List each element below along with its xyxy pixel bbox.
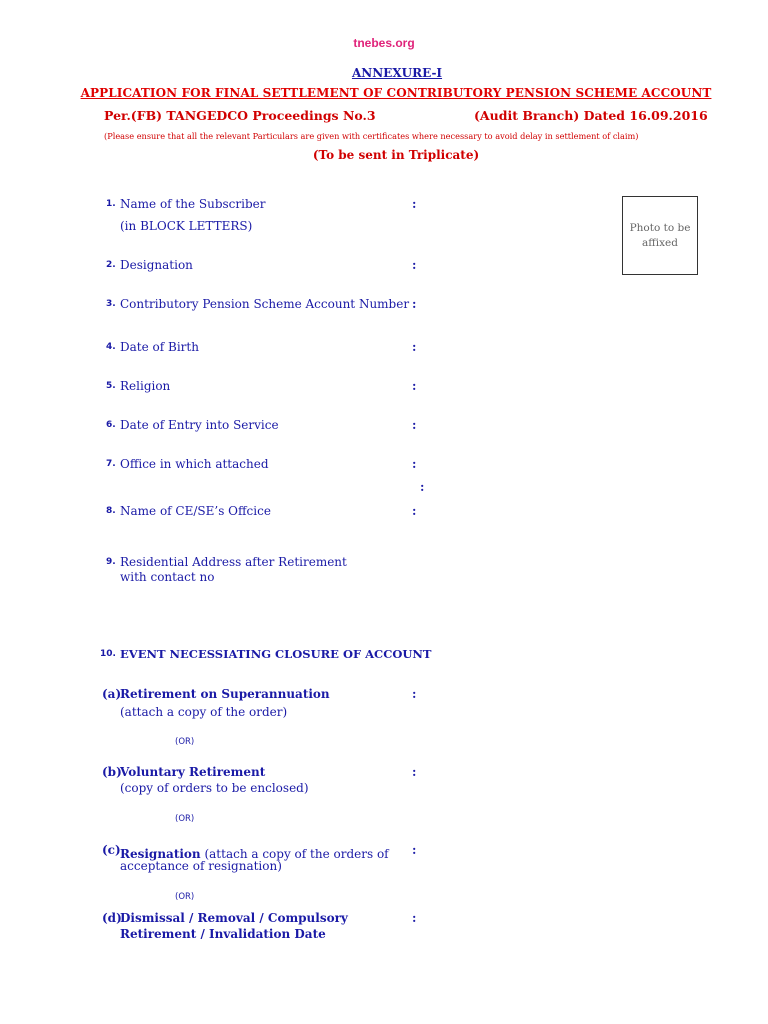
- field-label-cps-account-number: Contributory Pension Scheme Account Number: [120, 297, 410, 311]
- field-colon: :: [412, 687, 417, 701]
- proceedings-reference: Per.(FB) TANGEDCO Proceedings No.3: [104, 108, 376, 123]
- field-colon: :: [412, 340, 417, 354]
- or-separator: (OR): [175, 892, 195, 902]
- field-label-designation: Designation: [120, 258, 193, 272]
- field-number: 4.: [106, 342, 116, 352]
- field-sublabel-contact-no: with contact no: [120, 570, 215, 584]
- annexure-heading: ANNEXURE-I: [351, 66, 443, 80]
- field-colon: :: [412, 911, 417, 925]
- field-colon-extra: :: [420, 480, 425, 494]
- field-label-religion: Religion: [120, 379, 171, 393]
- field-label-date-of-birth: Date of Birth: [120, 340, 199, 354]
- option-label-superannuation: Retirement on Superannuation: [120, 687, 330, 701]
- or-separator: (OR): [175, 737, 195, 747]
- field-label-residential-address: Residential Address after Retirement: [120, 555, 347, 569]
- section-heading-event: EVENT NECESSIATING CLOSURE OF ACCOUNT: [120, 647, 432, 661]
- option-label-resignation: Resignation: [120, 847, 201, 861]
- field-colon: :: [412, 765, 417, 779]
- audit-branch-date: (Audit Branch) Dated 16.09.2016: [474, 108, 708, 123]
- photo-placeholder-box: Photo to be affixed: [622, 196, 698, 275]
- section-number: 10.: [100, 649, 116, 659]
- option-sublabel: (copy of orders to be enclosed): [120, 781, 309, 795]
- field-number: 5.: [106, 381, 116, 391]
- field-colon: :: [412, 504, 417, 518]
- field-colon: :: [412, 197, 417, 211]
- option-letter-a: (a): [102, 687, 122, 701]
- site-name: tnebes.org: [353, 36, 415, 50]
- option-label-dismissal: Dismissal / Removal / Compulsory: [120, 911, 348, 925]
- field-label-date-of-entry: Date of Entry into Service: [120, 418, 279, 432]
- field-number: 7.: [106, 459, 116, 469]
- option-label-voluntary-retirement: Voluntary Retirement: [120, 765, 266, 779]
- option-letter-b: (b): [102, 765, 122, 779]
- option-sublabel-invalidation: Retirement / Invalidation Date: [120, 927, 326, 941]
- field-number: 6.: [106, 420, 116, 430]
- form-title: APPLICATION FOR FINAL SETTLEMENT OF CONTRIBUTORY PENSION SCHEME ACCOUNT: [80, 86, 712, 100]
- field-colon: :: [412, 379, 417, 393]
- field-sublabel-block-letters: (in BLOCK LETTERS): [120, 219, 253, 233]
- option-letter-c: (c): [102, 843, 121, 857]
- field-number: 1.: [106, 199, 116, 209]
- field-colon: :: [412, 843, 417, 857]
- field-colon: :: [412, 457, 417, 471]
- field-number: 3.: [106, 299, 116, 309]
- field-label-office-attached: Office in which attached: [120, 457, 269, 471]
- field-number: 2.: [106, 260, 116, 270]
- option-sublabel: acceptance of resignation): [120, 859, 282, 873]
- triplicate-note: (To be sent in Triplicate): [312, 148, 480, 162]
- instruction-note: (Please ensure that all the relevant Particulars are given with certificates where necessary to avoid delay in settlement of claim): [104, 131, 639, 141]
- field-number: 8.: [106, 506, 116, 516]
- field-colon: :: [412, 297, 417, 311]
- or-separator: (OR): [175, 814, 195, 824]
- field-number: 9.: [106, 557, 116, 567]
- field-colon: :: [412, 258, 417, 272]
- field-label-subscriber-name: Name of the Subscriber: [120, 197, 266, 211]
- option-letter-d: (d): [102, 911, 122, 925]
- option-sublabel: (attach a copy of the order): [120, 705, 288, 719]
- field-label-ce-se-office: Name of CE/SE’s Offcice: [120, 504, 271, 518]
- option-label-resignation-extra: (attach a copy of the orders of: [200, 847, 389, 861]
- field-colon: :: [412, 418, 417, 432]
